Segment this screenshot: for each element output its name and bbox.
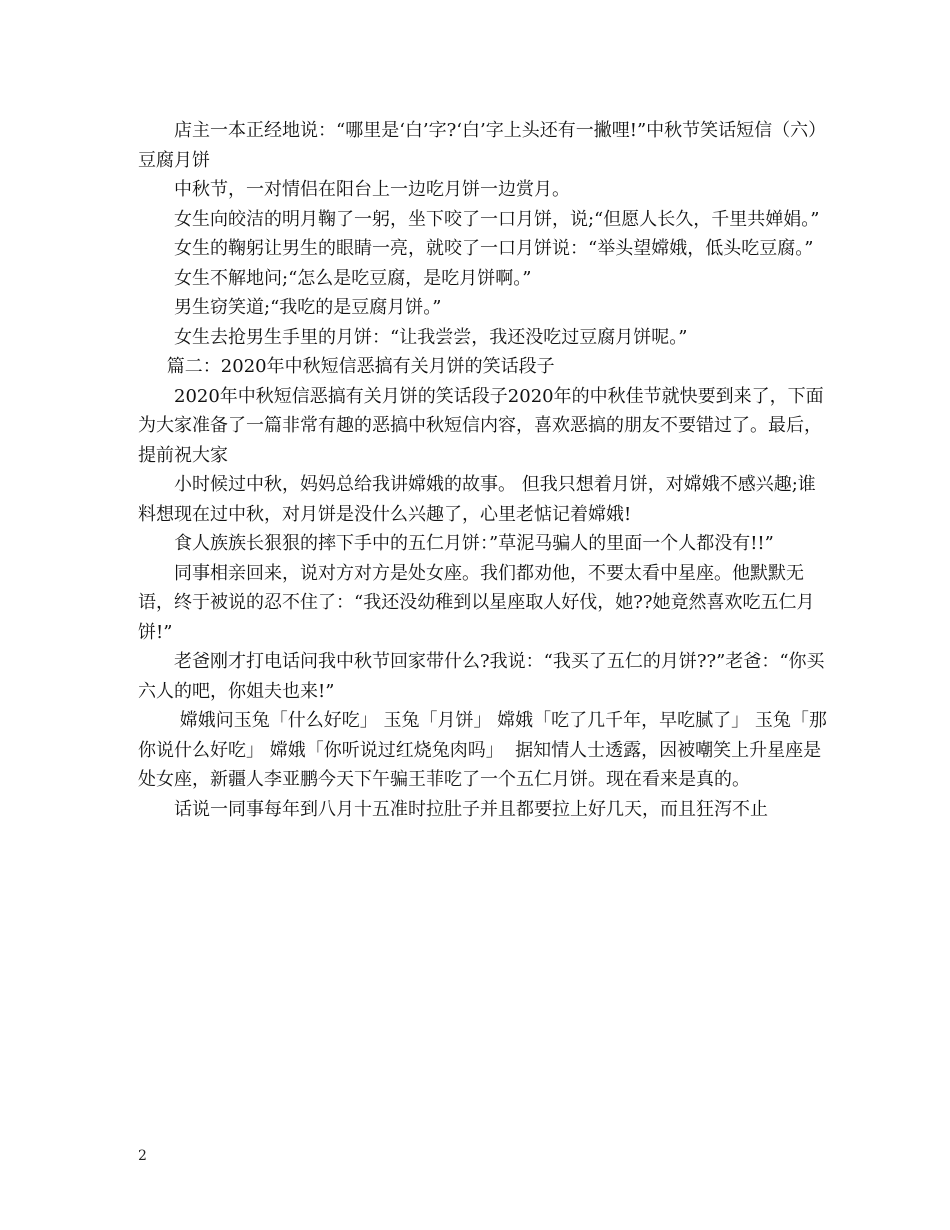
page-number: 2: [138, 1148, 147, 1164]
body-text: [138, 116, 828, 824]
paragraph: 中秋节，一对情侣在阳台上一边吃月饼一边赏月。: [174, 179, 570, 200]
paragraph: 嫦娥问玉兔「什么好吃」 玉兔「月饼」 嫦娥「吃了几千年，早吃腻了」 玉兔「那你说什么好吃」 嫦娥「你听说过红烧兔肉吗」 据知情人士透露，因被嘲笑上升星座是处女座，新疆人李亚鹏今天下午骗王菲吃了一个五仁月饼。现在看来是真的。: [138, 710, 827, 790]
section-heading: 篇二：2020年中秋短信恶搞有关月饼的笑话段子: [166, 356, 555, 377]
paragraph: 女生向皎洁的明月鞠了一躬，坐下咬了一口月饼，说;“但愿人长久，千里共婵娟。”: [174, 208, 820, 230]
paragraph: 店主一本正经地说：“哪里是‘白’字?‘白’字上头还有一撇哩!”中秋节笑话短信（六）豆腐月饼: [138, 120, 827, 171]
paragraph: 女生去抢男生手里的月饼：“让我尝尝，我还没吃过豆腐月饼呢。”: [174, 326, 688, 348]
paragraph: 2020年中秋短信恶搞有关月饼的笑话段子2020年的中秋佳节就快要到来了，下面为大家准备了一篇非常有趣的恶搞中秋短信内容，喜欢恶搞的朋友不要错过了。最后，提前祝大家: [138, 385, 824, 466]
paragraph: 小时候过中秋，妈妈总给我讲嫦娥的故事。 但我只想着月饼，对嫦娥不感兴趣;谁料想现在过中秋，对月饼是没什么兴趣了，心里老惦记着嫦娥!: [138, 474, 816, 525]
paragraph: 男生窃笑道;“我吃的是豆腐月饼。”: [174, 297, 442, 318]
paragraph: 女生的鞠躬让男生的眼睛一亮，就咬了一口月饼说：“举头望嫦娥，低头吃豆腐。”: [174, 238, 814, 259]
paragraph: 老爸刚才打电话问我中秋节回家带什么?我说：“我买了五仁的月饼??”老爸：“你买六人的吧，你姐夫也来!”: [138, 651, 825, 702]
paragraph: 食人族族长狠狠的摔下手中的五仁月饼：”草泥马骗人的里面一个人都没有!!”: [174, 533, 774, 554]
paragraph: 同事相亲回来，说对方对方是处女座。我们都劝他，不要太看中星座。他默默无语，终于被说的忍不住了：“我还没幼稚到以星座取人好伐，她??她竟然喜欢吃五仁月饼!”: [138, 562, 815, 643]
paragraph: 女生不解地问;“怎么是吃豆腐，是吃月饼啊。”: [174, 267, 532, 289]
paragraph: 话说一同事每年到八月十五准时拉肚子并且都要拉上好几天，而且狂泻不止: [174, 798, 768, 820]
